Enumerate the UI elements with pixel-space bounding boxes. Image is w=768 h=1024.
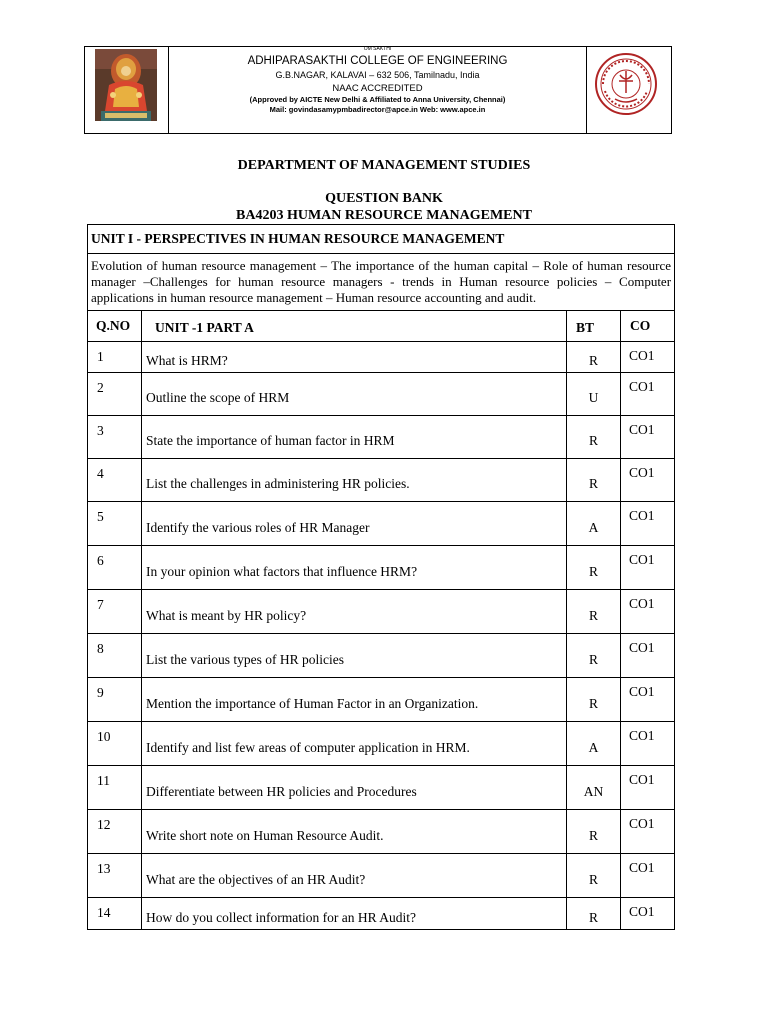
question-bank-title: QUESTION BANK xyxy=(325,191,443,206)
bt-level: R xyxy=(567,678,621,722)
bt-level: R xyxy=(567,898,621,930)
table-row xyxy=(88,546,675,590)
question-text: In your opinion what factors that influence HRM? xyxy=(142,546,567,590)
om-sakthi-text: OM SAKTHI xyxy=(363,46,392,52)
co-header: CO xyxy=(621,311,675,342)
table-row xyxy=(88,810,675,854)
question-text: What are the objectives of an HR Audit? xyxy=(142,854,567,898)
question-number: 5 xyxy=(88,502,142,546)
table-row xyxy=(88,766,675,810)
syllabus-row xyxy=(88,254,675,311)
table-header-row xyxy=(88,311,675,342)
question-text: What is meant by HR policy? xyxy=(142,590,567,634)
course-outcome: CO1 xyxy=(621,766,675,810)
table-row xyxy=(88,722,675,766)
bt-level: R xyxy=(567,634,621,678)
question-text: Identify and list few areas of computer application in HRM. xyxy=(142,722,567,766)
question-number: 13 xyxy=(88,854,142,898)
course-outcome: CO1 xyxy=(621,854,675,898)
contact-text: Mail: govindasamypmbadirector@apce.in Web: www.apce.in xyxy=(269,105,486,114)
bt-level: R xyxy=(567,459,621,502)
question-number: 3 xyxy=(88,416,142,459)
table-row xyxy=(88,342,675,373)
course-outcome: CO1 xyxy=(621,342,675,373)
course-outcome: CO1 xyxy=(621,546,675,590)
question-number: 4 xyxy=(88,459,142,502)
course-outcome: CO1 xyxy=(621,373,675,416)
college-address: G.B.NAGAR, KALAVAI – 632 506, Tamilnadu, India xyxy=(275,70,480,80)
question-text: Identify the various roles of HR Manager xyxy=(142,502,567,546)
bt-level: R xyxy=(567,546,621,590)
question-text: Differentiate between HR policies and Procedures xyxy=(142,766,567,810)
question-number: 14 xyxy=(88,898,142,930)
naac-text: NAAC ACCREDITED xyxy=(332,83,423,94)
course-outcome: CO1 xyxy=(621,634,675,678)
bt-level: R xyxy=(567,854,621,898)
bt-level: A xyxy=(567,722,621,766)
course-outcome: CO1 xyxy=(621,590,675,634)
table-row xyxy=(88,678,675,722)
question-number: 7 xyxy=(88,590,142,634)
table-row xyxy=(88,416,675,459)
table-row xyxy=(88,854,675,898)
approval-text: (Approved by AICTE New Delhi & Affiliated to Anna University, Chennai) xyxy=(249,95,506,104)
question-text: List the challenges in administering HR policies. xyxy=(142,459,567,502)
question-number: 9 xyxy=(88,678,142,722)
course-outcome: CO1 xyxy=(621,722,675,766)
college-seal-icon xyxy=(593,51,659,117)
course-outcome: CO1 xyxy=(621,678,675,722)
question-text: Write short note on Human Resource Audit. xyxy=(142,810,567,854)
letterhead xyxy=(84,46,672,134)
department-title: DEPARTMENT OF MANAGEMENT STUDIES xyxy=(237,158,531,173)
subject-title: BA4203 HUMAN RESOURCE MANAGEMENT xyxy=(236,208,532,223)
college-name: ADHIPARASAKTHI COLLEGE OF ENGINEERING xyxy=(247,55,508,67)
bt-level: AN xyxy=(567,766,621,810)
question-text: What is HRM? xyxy=(142,342,567,373)
course-outcome: CO1 xyxy=(621,459,675,502)
table-row xyxy=(88,898,675,930)
question-text: List the various types of HR policies xyxy=(142,634,567,678)
question-text: State the importance of human factor in HRM xyxy=(142,416,567,459)
course-outcome: CO1 xyxy=(621,898,675,930)
bt-header: BT xyxy=(567,311,621,342)
bt-level: R xyxy=(567,416,621,459)
question-number: 10 xyxy=(88,722,142,766)
bt-level: R xyxy=(567,810,621,854)
question-number: 8 xyxy=(88,634,142,678)
question-table xyxy=(87,224,675,930)
course-outcome: CO1 xyxy=(621,502,675,546)
left-logo-cell xyxy=(85,47,169,133)
table-row xyxy=(88,502,675,546)
question-text: How do you collect information for an HR Audit? xyxy=(142,898,567,930)
unit-syllabus: Evolution of human resource management – The importance of the human capital – Role of human resource manager –Challenges for human resource managers - trends in Human resource policies – Computer applications in human resource management – Human resource accounting and audit. xyxy=(88,254,675,311)
table-row xyxy=(88,373,675,416)
table-row xyxy=(88,634,675,678)
part-header: UNIT -1 PART A xyxy=(142,311,567,342)
question-number: 11 xyxy=(88,766,142,810)
table-row xyxy=(88,459,675,502)
question-number: 6 xyxy=(88,546,142,590)
qno-header: Q.NO xyxy=(88,311,142,342)
unit-title: UNIT I - PERSPECTIVES IN HUMAN RESOURCE MANAGEMENT xyxy=(88,225,675,254)
question-text: Mention the importance of Human Factor in an Organization. xyxy=(142,678,567,722)
course-outcome: CO1 xyxy=(621,810,675,854)
unit-title-row xyxy=(88,225,675,254)
college-info xyxy=(169,47,586,133)
deity-image xyxy=(95,49,157,121)
question-number: 2 xyxy=(88,373,142,416)
course-outcome: CO1 xyxy=(621,416,675,459)
question-number: 12 xyxy=(88,810,142,854)
bt-level: R xyxy=(567,342,621,373)
right-logo-cell xyxy=(586,47,671,133)
question-number: 1 xyxy=(88,342,142,373)
bt-level: A xyxy=(567,502,621,546)
bt-level: U xyxy=(567,373,621,416)
table-row xyxy=(88,590,675,634)
bt-level: R xyxy=(567,590,621,634)
question-text: Outline the scope of HRM xyxy=(142,373,567,416)
